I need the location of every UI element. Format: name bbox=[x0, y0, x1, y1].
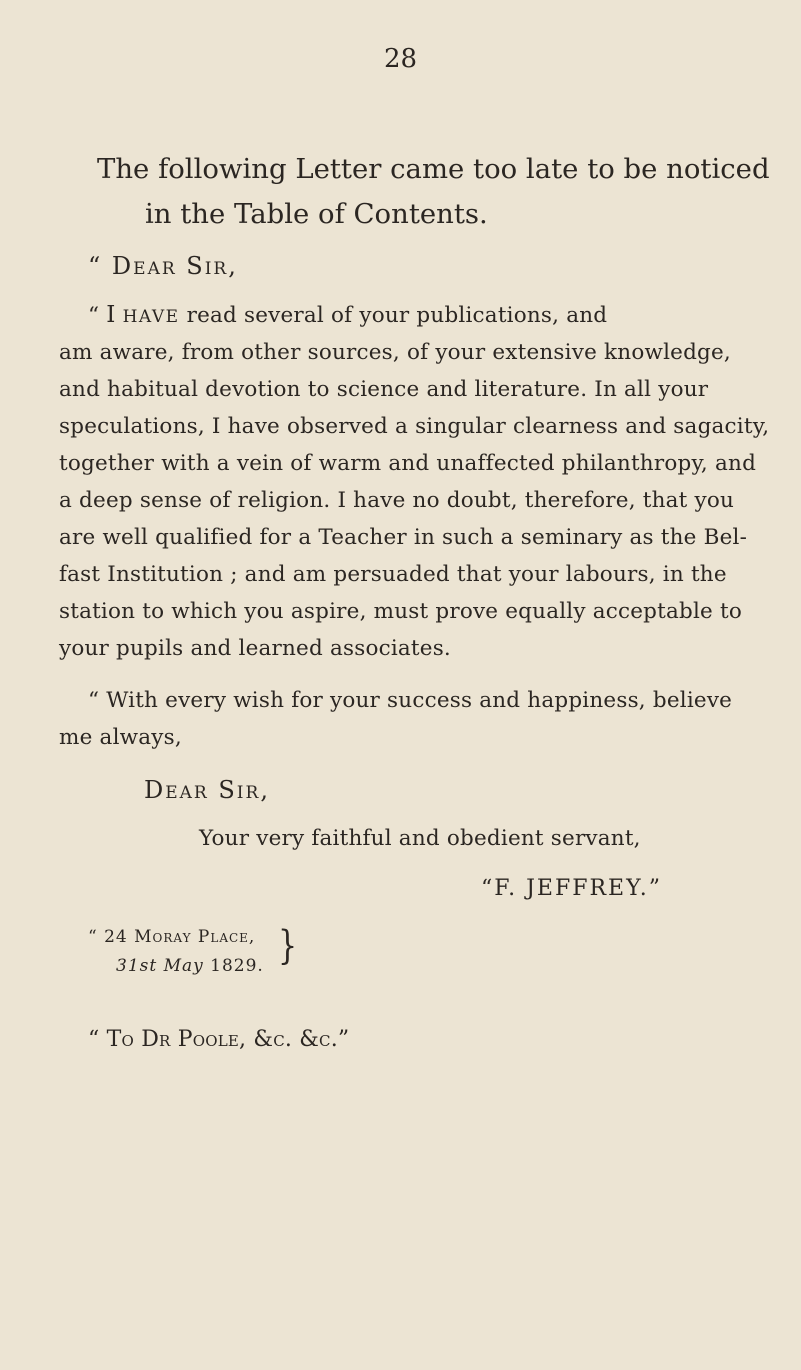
address-year: 1829. bbox=[210, 956, 264, 976]
closing-salutation: Dear Sir, bbox=[144, 776, 270, 804]
address-brace: } bbox=[278, 923, 298, 970]
paragraph-1-line-8: fast Institution ; and am persuaded that your labours, in the bbox=[59, 562, 727, 587]
paragraph-2-line-1: “ With every wish for your success and happiness, believe bbox=[88, 688, 733, 713]
line-text: read several of your publications, and bbox=[186, 303, 608, 328]
paragraph-1-line-1 bbox=[88, 302, 607, 328]
address-date: 31st May bbox=[116, 956, 204, 976]
notice-heading-line-1: The following Letter came too late to be noticed bbox=[97, 153, 770, 185]
salutation-quote: “ bbox=[88, 252, 103, 280]
first-word: I bbox=[106, 302, 116, 328]
salutation-text: Dear Sir, bbox=[111, 252, 238, 280]
paragraph-1-line-3: and habitual devotion to science and literature. In all your bbox=[59, 377, 709, 402]
paragraph-1-line-6: a deep sense of religion. I have no doubt, therefore, that you bbox=[59, 488, 735, 513]
paragraph-2-line-2: me always, bbox=[59, 725, 182, 750]
address-line-1: “ 24 Moray Place, bbox=[88, 927, 256, 947]
paragraph-1-line-5: together with a vein of warm and unaffected philanthropy, and bbox=[59, 451, 757, 476]
address-line-2 bbox=[116, 956, 264, 976]
letter-salutation bbox=[88, 252, 238, 280]
open-quote: “ bbox=[88, 303, 100, 328]
paragraph-1-line-2: am aware, from other sources, of your extensive knowledge, bbox=[59, 340, 731, 365]
first-word-small-caps: HAVE bbox=[122, 307, 180, 327]
recipient-line: “ To Dr Poole, &c. &c.” bbox=[88, 1027, 350, 1052]
paragraph-1-line-9: station to which you aspire, must prove equally acceptable to bbox=[59, 599, 742, 624]
page-number: 28 bbox=[383, 44, 418, 74]
paragraph-1-line-4: speculations, I have observed a singular clearness and sagacity, bbox=[59, 414, 770, 439]
paragraph-1-line-7: are well qualified for a Teacher in such a seminary as the Bel- bbox=[59, 525, 748, 550]
closing-phrase: Your very faithful and obedient servant, bbox=[199, 826, 641, 851]
paragraph-1-line-10: your pupils and learned associates. bbox=[59, 636, 451, 661]
signature: “F. JEFFREY.” bbox=[481, 876, 663, 901]
notice-heading-line-2: in the Table of Contents. bbox=[145, 198, 488, 230]
